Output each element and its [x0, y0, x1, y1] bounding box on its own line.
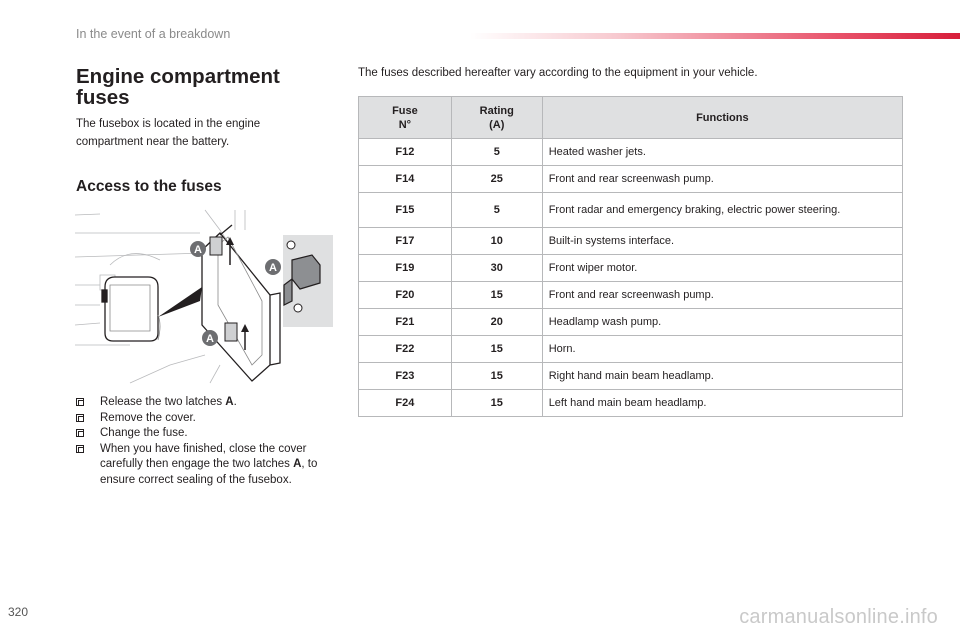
fuse-table: [358, 96, 903, 417]
latch-a-badge-top: [190, 241, 206, 257]
fuse-number: F19: [359, 255, 452, 282]
table-row: [359, 363, 903, 390]
fuse-rating: 15: [451, 282, 542, 309]
latch-a-badge-bottom: [202, 330, 218, 346]
fuse-number: F17: [359, 228, 452, 255]
header-accent-bar: [470, 33, 960, 39]
instruction-step: Release the two latches A.: [76, 395, 326, 411]
page-title: Engine compartment fuses: [76, 65, 280, 109]
fuse-function: Front wiper motor.: [542, 255, 902, 282]
table-row: [359, 166, 903, 193]
svg-text:A: A: [206, 333, 214, 345]
table-header-row: [359, 97, 903, 139]
fuse-number: F20: [359, 282, 452, 309]
fuse-rating: 15: [451, 363, 542, 390]
svg-text:A: A: [269, 262, 277, 274]
fuse-number: F21: [359, 309, 452, 336]
fuse-function: Front and rear screenwash pump.: [542, 282, 902, 309]
checkbox-bullet-icon: [76, 445, 84, 453]
instruction-step: Change the fuse.: [76, 426, 326, 442]
header-fuse-number: Fuse N°: [359, 97, 452, 139]
fuse-function: Front and rear screenwash pump.: [542, 166, 902, 193]
fuse-number: F14: [359, 166, 452, 193]
table-row: [359, 228, 903, 255]
fuse-note: The fuses described hereafter vary according to the equipment in your vehicle.: [358, 67, 758, 79]
fuse-function: Right hand main beam headlamp.: [542, 363, 902, 390]
table-row: [359, 255, 903, 282]
fuse-rating: 5: [451, 193, 542, 228]
table-row: [359, 193, 903, 228]
fuse-number: F24: [359, 390, 452, 417]
table-row: [359, 282, 903, 309]
checkbox-bullet-icon: [76, 429, 84, 437]
header-functions: Functions: [542, 97, 902, 139]
checkbox-bullet-icon: [76, 414, 84, 422]
fuse-function: Horn.: [542, 336, 902, 363]
instruction-step: Remove the cover.: [76, 411, 326, 427]
watermark-link[interactable]: carmanualsonline.info: [739, 606, 938, 628]
fusebox-diagram: [70, 205, 340, 385]
header-rating: Rating (A): [451, 97, 542, 139]
intro-text: The fusebox is located in the engine compartment near the battery.: [76, 118, 261, 148]
fuse-rating: 30: [451, 255, 542, 282]
instruction-list: [76, 395, 326, 488]
fuse-function: Heated washer jets.: [542, 139, 902, 166]
fuse-rating: 15: [451, 336, 542, 363]
fuse-number: F15: [359, 193, 452, 228]
svg-text:A: A: [194, 244, 202, 256]
fuse-number: F22: [359, 336, 452, 363]
latch-a-badge-inset: [265, 259, 281, 275]
fuse-rating: 10: [451, 228, 542, 255]
section-subtitle: Access to the fuses: [76, 178, 222, 195]
table-row: [359, 336, 903, 363]
checkbox-bullet-icon: [76, 398, 84, 406]
fuse-number: F12: [359, 139, 452, 166]
page-number: 320: [8, 605, 29, 619]
fuse-function: Built-in systems interface.: [542, 228, 902, 255]
fuse-rating: 5: [451, 139, 542, 166]
fuse-rating: 15: [451, 390, 542, 417]
section-header: In the event of a breakdown: [76, 27, 231, 41]
fuse-number: F23: [359, 363, 452, 390]
fuse-function: Headlamp wash pump.: [542, 309, 902, 336]
table-row: [359, 390, 903, 417]
table-row: [359, 309, 903, 336]
fuse-rating: 25: [451, 166, 542, 193]
instruction-step: When you have finished, close the cover carefully then engage the two latches A, to ensure correct sealing of the fusebox.: [76, 442, 326, 489]
fuse-function: Left hand main beam headlamp.: [542, 390, 902, 417]
fuse-rating: 20: [451, 309, 542, 336]
fuse-function: Front radar and emergency braking, electric power steering.: [542, 193, 902, 228]
table-row: [359, 139, 903, 166]
